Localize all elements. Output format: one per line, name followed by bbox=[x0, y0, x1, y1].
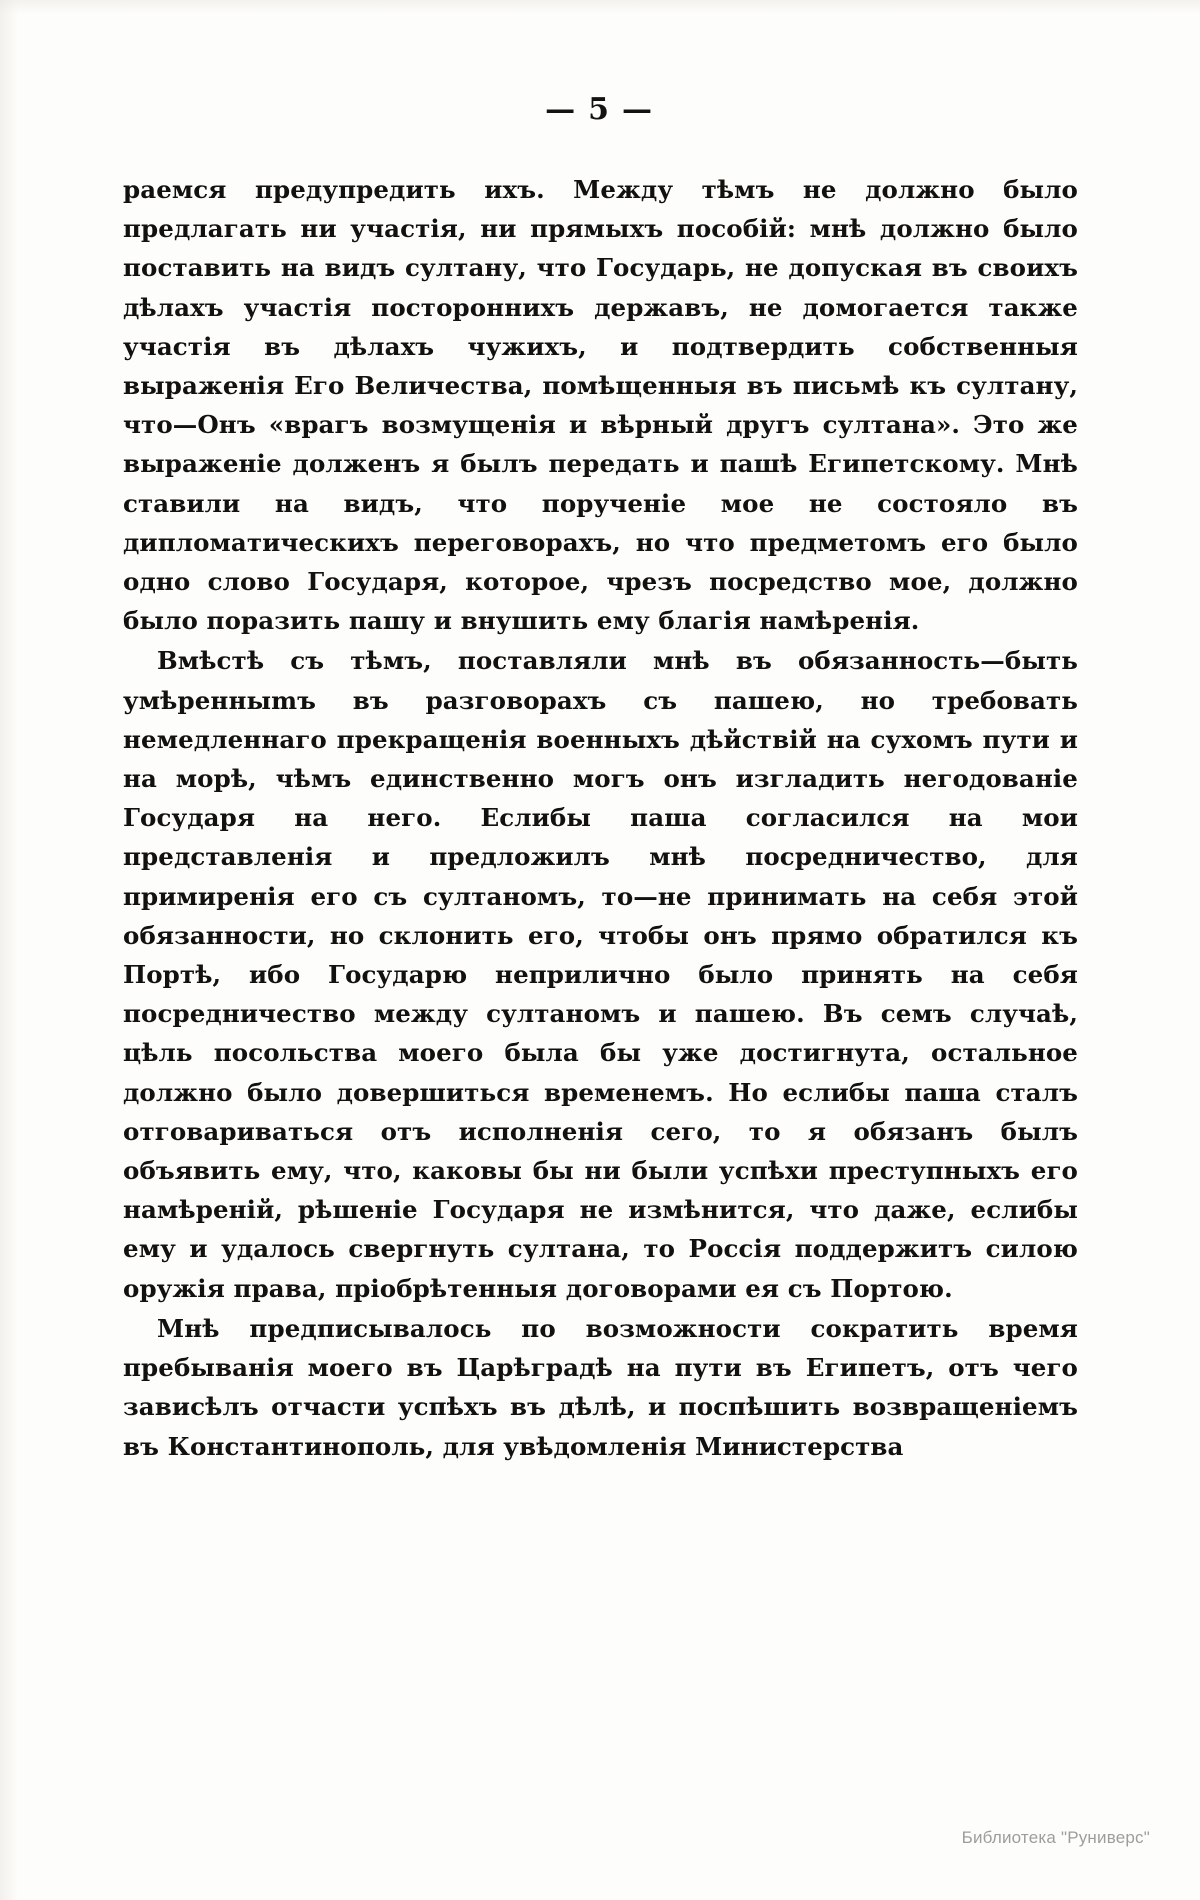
page-number bbox=[0, 92, 1200, 127]
scan-edge-left bbox=[0, 0, 18, 1900]
body-text bbox=[123, 170, 1078, 1466]
paragraph-3: Мнѣ предписывалось по возможности сократить время пребыванія моего въ Царѣградѣ на пути въ Египетъ, отъ чего зависѣлъ отчасти успѣхъ въ дѣлѣ, и поспѣшить возвращеніемъ въ Константинополь, для увѣдомленія Министерства bbox=[123, 1313, 1078, 1461]
paragraph-1: раемся предупредить ихъ. Между тѣмъ не должно было предлагать ни участія, ни прямыхъ пособій: мнѣ должно было поставить на видъ султану, что Государь, не допуская въ своихъ дѣлахъ участія постороннихъ державъ, не домогается также участія въ дѣлахъ чужихъ, и подтвердить собственныя выраженія Его Величества, помѣщенныя въ письмѣ къ султану, что—Онъ «врагъ возмущенія и вѣрный другъ султана». Это же выраженіе долженъ я былъ передать и пашѣ Египетскому. Мнѣ ставили на видъ, что порученіе мое не состояло въ дипломатическихъ переговорахъ, но что предметомъ его было одно слово Государя, которое, чрезъ посредство мое, должно было поразить пашу и внушить ему благія намѣренія. bbox=[123, 175, 1078, 636]
paragraph-2: Вмѣстѣ съ тѣмъ, поставляли мнѣ въ обязанность—быть умѣренныmъ въ разговорахъ съ пашею, но требовать немедленнаго прекращенія военныхъ дѣйствій на сухомъ пути и на морѣ, чѣмъ единственно могъ онъ изгладить негодованіе Государя на него. Еслибы паша согласился на мои представленія и предложилъ мнѣ посредничество, для примиренія его съ султаномъ, то—не принимать на себя этой обязанности, но склонить его, чтобы онъ прямо обратился къ Портѣ, ибо Государю неприлично было принять на себя посредничество между султаномъ и пашею. Въ семъ случаѣ, цѣль посольства моего была бы уже достигнута, остальное должно было довершиться временемъ. Но еслибы паша сталъ отговариваться отъ исполненія сего, то я обязанъ былъ объявить ему, что, каковы бы ни были успѣхи преступныхъ его намѣреній, рѣшеніе Государя не измѣнится, что даже, еслибы ему и удалось свергнуть султана, то Россія поддержитъ силою оружія права, пріобрѣтенныя договорами ея съ Портою. bbox=[123, 646, 1078, 1303]
page-number-prefix: — bbox=[545, 92, 579, 127]
scan-edge-top bbox=[0, 0, 1200, 14]
page-number-value: 5 bbox=[588, 92, 612, 127]
library-watermark: Библиотека "Руниверс" bbox=[961, 1828, 1150, 1847]
page-number-suffix: — bbox=[621, 92, 655, 127]
